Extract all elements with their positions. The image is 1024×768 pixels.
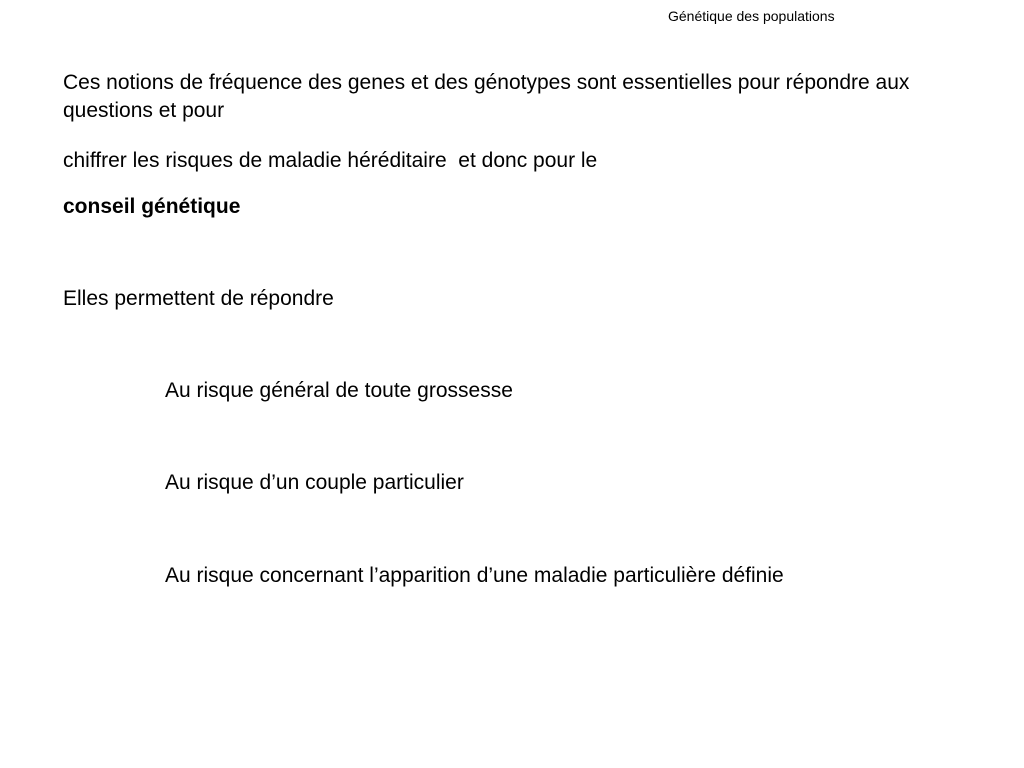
risk-paragraph: chiffrer les risques de maladie héréditaire et donc pour le: [63, 149, 598, 172]
list-item-couple-risk: Au risque d’un couple particulier: [165, 471, 464, 494]
list-item-disease-risk: Au risque concernant l’apparition d’une maladie particulière définie: [165, 564, 784, 587]
lead-paragraph: Elles permettent de répondre: [63, 287, 334, 310]
emphasis-text: conseil génétique: [63, 195, 241, 218]
intro-paragraph: Ces notions de fréquence des genes et des génotypes sont essentielles pour répondre aux questions et pour: [63, 71, 910, 122]
page-title: Génétique des populations: [668, 8, 835, 24]
list-item-general-risk: Au risque général de toute grossesse: [165, 379, 513, 402]
